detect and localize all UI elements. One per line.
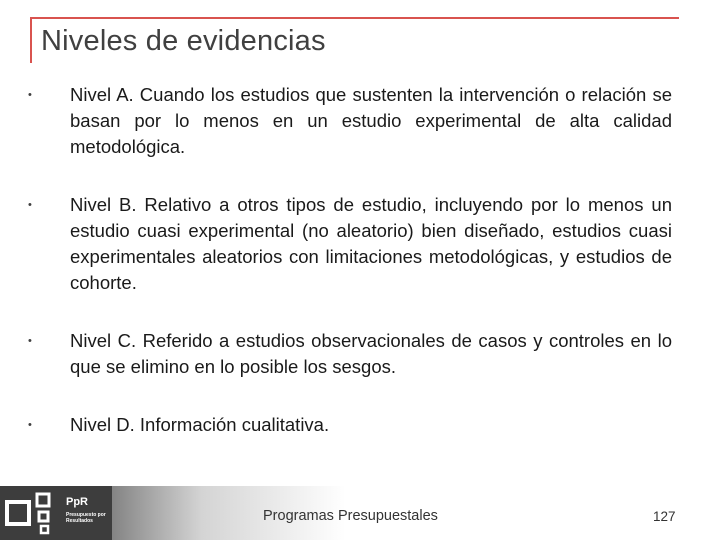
- slide-number: 127: [653, 509, 676, 524]
- bullet-list: [28, 82, 672, 438]
- footer-bar: [0, 486, 720, 540]
- logo-subtitle: Presupuesto por Resultados: [66, 512, 106, 524]
- ppr-logo-icon: [5, 490, 61, 536]
- bullet-label: Nivel D: [70, 414, 130, 435]
- slide-title: Niveles de evidencias: [41, 25, 326, 57]
- bullet-dot: •: [28, 419, 32, 431]
- bullet-label: Nivel A: [70, 84, 129, 105]
- bullet-item-nivel-b: [28, 192, 672, 296]
- logo-title: PpR: [66, 496, 88, 508]
- footer-text: Programas Presupuestales: [263, 508, 438, 524]
- bullet-label: Nivel B: [70, 194, 132, 215]
- bullet-label: Nivel C: [70, 330, 131, 351]
- bullet-dot: •: [28, 199, 32, 211]
- bullet-text: . Referido a estudios observacionales de casos y controles en lo que se elimino en lo posible los sesgos.: [70, 330, 672, 377]
- logo-block: [0, 486, 112, 540]
- bullet-item-nivel-a: [28, 82, 672, 160]
- bullet-item-nivel-d: [28, 412, 672, 438]
- bullet-text: . Cuando los estudios que sustenten la intervención o relación se basan por lo menos en un estudio experimental de alta calidad metodológica.: [70, 84, 672, 157]
- bullet-text: . Relativo a otros tipos de estudio, incluyendo por lo menos un estudio cuasi experimental (no aleatorio) bien diseñado, estudios cuasi experimentales aleatorios con limitaciones metodológicas, y estudios de cohorte.: [70, 194, 672, 293]
- bullet-item-nivel-c: [28, 328, 672, 380]
- bullet-dot: •: [28, 335, 32, 347]
- bullet-text: . Información cualitativa.: [129, 414, 330, 435]
- bullet-dot: •: [28, 89, 32, 101]
